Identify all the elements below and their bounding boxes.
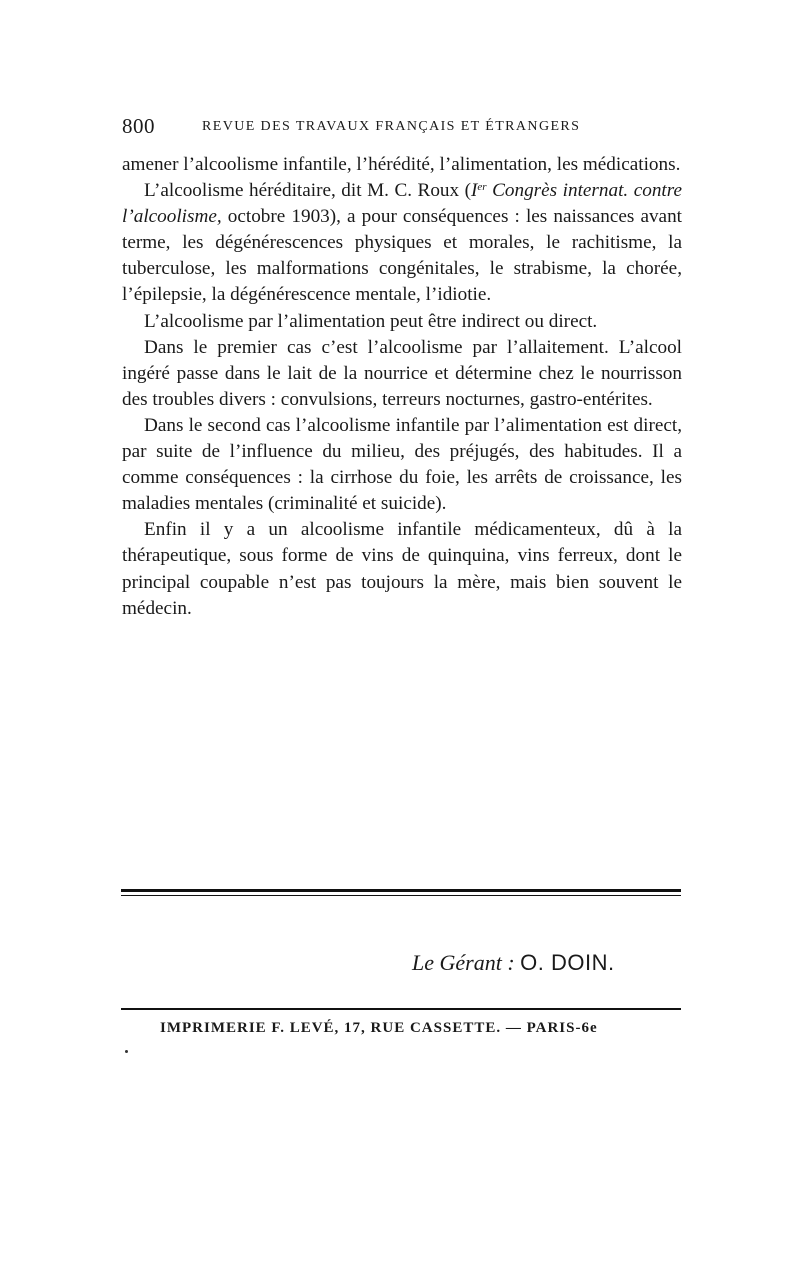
gerant-name: O. DOIN. bbox=[520, 950, 615, 975]
congress-citation-superscript: er bbox=[477, 181, 487, 194]
paragraph-3: L’alcoolisme par l’alimentation peut être indirect ou direct. bbox=[144, 310, 598, 332]
congress-citation-title: Congrès internat. contre l’alcoolisme, bbox=[122, 180, 683, 228]
congress-citation-number: I bbox=[471, 180, 478, 202]
page-header bbox=[122, 114, 682, 142]
paragraph-2-start: L’alcoolisme héréditaire, dit M. C. Roux ( bbox=[144, 180, 472, 202]
stray-mark bbox=[125, 1050, 128, 1053]
running-title: REVUE DES TRAVAUX FRANÇAIS ET ÉTRANGERS bbox=[202, 119, 581, 134]
paragraph-6: Enfin il y a un alcoolisme infantile médicamenteux, dû à la thérapeutique, sous forme de vins de quinquina, vins ferreux, dont le principal coupable n’est pas toujours la mère, mais bien souvent le médecin. bbox=[122, 519, 682, 619]
paragraph-4: Dans le premier cas c’est l’alcoolisme par l’allaitement. L’alcool ingéré passe dans le lait de la nourrice et détermine chez le nourrisson des troubles divers : convulsions, terreurs nocturnes, gastro-entérites. bbox=[122, 336, 682, 410]
page-number: 800 bbox=[122, 114, 155, 138]
paragraph-5: Dans le second cas l’alcoolisme infantile par l’alimentation est direct, par suite de l’influence du milieu, des préjugés, des habitudes. Il a comme conséquences : la cirrhose du foie, les arrêts de croissance, les maladies mentales (criminalité et suicide). bbox=[122, 414, 682, 515]
paragraph-2 bbox=[122, 178, 682, 308]
gerant-label: Le Gérant : bbox=[412, 950, 515, 975]
double-rule-divider bbox=[121, 889, 681, 896]
printer-imprint: IMPRIMERIE F. LEVÉ, 17, RUE CASSETTE. — PARIS-6e bbox=[160, 1020, 598, 1036]
paragraph-2-end: octobre 1903), a pour conséquences : les naissances avant terme, les dégénérescences physiques et morales, le rachitisme, la tuberculose, les malformations congénitales, le strabisme, la chorée, l’épilepsie, la dégénérescence mentale, l’idiotie. bbox=[122, 206, 682, 306]
article-body bbox=[122, 152, 682, 622]
paragraph-1: amener l’alcoolisme infantile, l’hérédité, l’alimentation, les médications. bbox=[122, 154, 681, 175]
footer-rule bbox=[121, 1008, 681, 1010]
gerant-signature bbox=[412, 950, 615, 976]
